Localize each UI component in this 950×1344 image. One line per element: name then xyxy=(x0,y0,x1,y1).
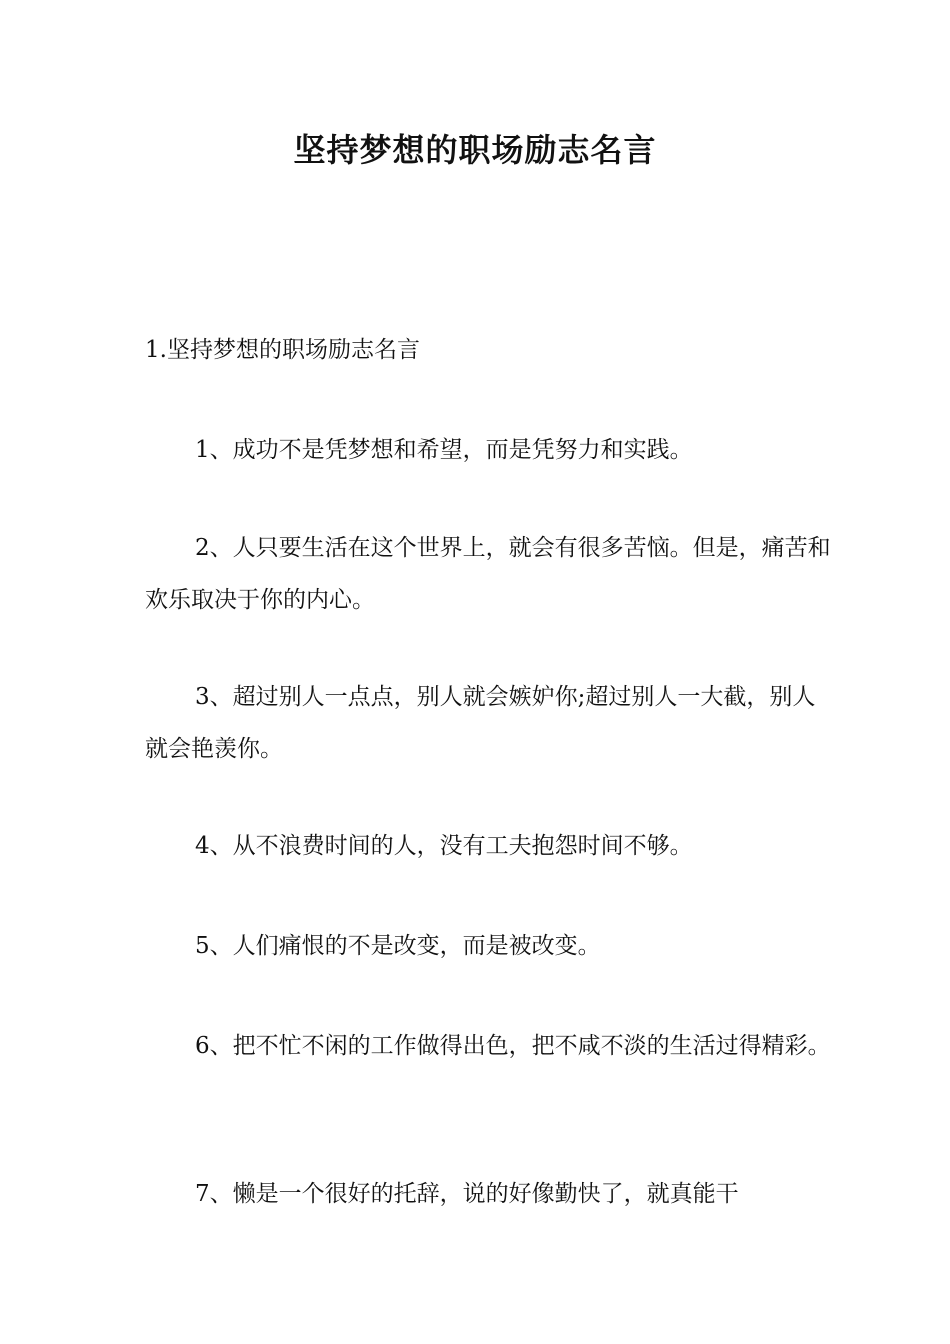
quote-item-3: 3、超过别人一点点，别人就会嫉妒你;超过别人一大截，别人就会艳羡你。 xyxy=(145,684,816,762)
quote-item-2: 2、人只要生活在这个世界上，就会有很多苦恼。但是，痛苦和欢乐取决于你的内心。 xyxy=(145,535,831,613)
section-heading: 1.坚持梦想的职场励志名言 xyxy=(145,337,420,363)
quote-item-1: 1、成功不是凭梦想和希望，而是凭努力和实践。 xyxy=(195,437,693,463)
document-title: 坚持梦想的职场励志名言 xyxy=(293,131,657,169)
quote-item-6: 6、把不忙不闲的工作做得出色，把不咸不淡的生活过得精彩。 xyxy=(195,1033,831,1059)
quote-item-7: 7、懒是一个很好的托辞，说的好像勤快了，就真能干 xyxy=(195,1181,739,1207)
quote-item-5: 5、人们痛恨的不是改变，而是被改变。 xyxy=(195,933,601,959)
quote-item-4: 4、从不浪费时间的人，没有工夫抱怨时间不够。 xyxy=(195,833,693,859)
